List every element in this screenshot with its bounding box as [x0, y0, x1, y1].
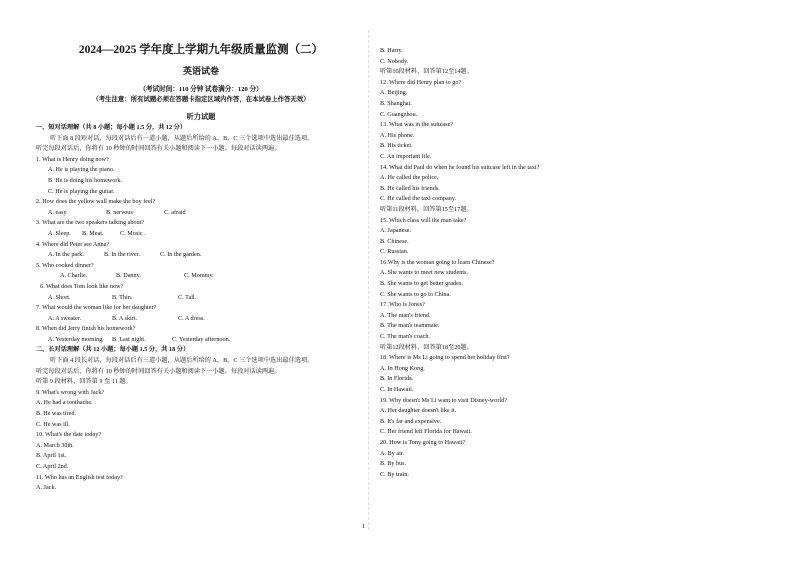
options-row	[36, 314, 366, 325]
question-stem: 12. Where did Henry plan to go?	[380, 78, 462, 86]
question-stem: 15. Which class will the man take?	[380, 216, 467, 224]
option-c: C. Mommy.	[184, 272, 214, 280]
question-11	[36, 473, 366, 494]
question-14	[380, 163, 760, 205]
question-4	[36, 240, 366, 261]
options-row	[36, 250, 366, 261]
option-b: B. A skirt.	[112, 314, 138, 322]
option-a: A. Jack.	[36, 484, 57, 492]
option-a: A. A sweater.	[48, 314, 81, 322]
option-c: C. Music .	[120, 229, 146, 237]
question-stem: 14. What did Paul do when he found his suitcase left in the taxi?	[380, 163, 540, 171]
option-a: A. Short.	[48, 293, 71, 301]
option-b: B. Shanghai.	[380, 99, 412, 107]
part1-title: 一、短对话理解（共 8 小题；每小题 1.5 分，共 12 分）	[36, 124, 187, 131]
exam-title: 2024—2025 学年度上学期九年级质量监测（二）	[78, 44, 324, 56]
question-stem: 16.Why is the woman going to learn Chinese?	[380, 258, 495, 266]
part1-instruction-2: 听完每段对话后，你将有 10 秒钟的时间回答有关小题和阅读下一小题。每段对话读两遍。	[36, 145, 281, 153]
question-7	[36, 303, 366, 324]
option-c: C. Nobody.	[380, 57, 409, 65]
option-c: C. She wants to go to China.	[380, 290, 451, 298]
question-15	[380, 216, 760, 258]
option-a: A. The man's friend.	[380, 311, 431, 319]
listening-heading: 听力试题	[186, 113, 216, 121]
question-stem: 6. What does Tom look like now?	[40, 282, 124, 290]
option-b: B. Harry.	[380, 47, 403, 54]
option-b: B. It's far and expensive.	[380, 417, 442, 425]
option-a: A. Yesterday morning.	[48, 335, 104, 343]
option-b: B. Last night.	[112, 335, 146, 343]
option-a: A. Charlie.	[60, 272, 88, 280]
question-stem: 18. Where is Ms Li going to spend her holiday first?	[380, 354, 510, 362]
option-c: C. By train.	[380, 470, 409, 478]
question-stem: 13. What was in the suitcase?	[380, 121, 454, 129]
option-c: C. He was ill.	[36, 420, 70, 428]
option-b: B. In the river.	[104, 251, 140, 259]
option-b: B. Thin.	[112, 293, 133, 301]
part2-instruction-2: 听完每段对话后，你将有 10 秒钟的时间回答有关小题和阅读下一小题。每段对话读两遍。	[36, 367, 281, 375]
option-a: A. She wants to meet new students.	[380, 269, 468, 277]
option-b: B. Chinese.	[380, 237, 409, 245]
segment-11-instruction: 听第11段材料，回答第15至17题。	[380, 205, 473, 213]
question-5	[36, 261, 366, 282]
option-c: C. He called the taxi company.	[380, 195, 457, 203]
option-c: C. A dress.	[178, 314, 205, 322]
option-b: B. The man's teammate.	[380, 322, 440, 330]
part1-instruction-1: 听下面 8 段短对话，每段对话后有一道小题，从题后所给的 A、B、C 三个选项中选出最佳选项。	[50, 134, 314, 142]
option-a: A. Beijing.	[380, 89, 408, 97]
column-divider	[368, 30, 369, 530]
option-b: B. Danny.	[116, 272, 141, 280]
option-c: C. April 2nd.	[36, 463, 69, 470]
exam-notice: （考生注意：所有试题必须在答题卡指定区域内作答，在本试卷上作答无效）	[92, 96, 310, 103]
option-a: A. Japanese.	[380, 227, 412, 235]
option-a: A. March 30th.	[36, 441, 74, 449]
question-10	[36, 430, 366, 472]
question-stem: 3. What are the two speakers talking about?	[36, 219, 145, 227]
option-b: B. By bus.	[380, 460, 407, 468]
option-a: A. He called the police.	[380, 174, 439, 182]
question-16	[380, 258, 760, 300]
option-b: B. He called his friends.	[380, 184, 440, 192]
question-stem: 8. When did Jerry finish his homework?	[36, 325, 136, 333]
option-b: B. His ticket.	[380, 142, 413, 150]
option-a: A. His phone.	[380, 131, 415, 139]
option-a: A. Sleep.	[48, 229, 71, 237]
option-b: B. In Florida.	[380, 375, 414, 383]
question-stem: 4. Where did Peter see Anna?	[36, 240, 110, 248]
part2-instruction-1: 听下面 4 段长对话，每段对话后有三道小题，从题后所给的 A、B、C 三个选项中选出最佳选项。	[50, 357, 314, 365]
question-3	[36, 218, 366, 239]
option-b: B. Meat.	[82, 229, 104, 237]
option-a: A. By air.	[380, 449, 405, 457]
question-stem: 11. Who has an English test today?	[36, 473, 123, 481]
question-6	[36, 282, 366, 303]
segment-10-instruction: 听第10段材料，回答第12至14题。	[380, 68, 473, 76]
option-a: A. easy	[48, 208, 67, 216]
options-row	[36, 208, 366, 219]
option-b: B. nervous	[106, 208, 133, 216]
option-b: B. She wants to get better grades.	[380, 280, 463, 288]
question-1	[36, 155, 366, 197]
exam-subtitle: 英语试卷	[182, 66, 219, 76]
question-stem: 7. What would the woman like for her daughter?	[36, 304, 157, 312]
question-stem: 9. What's wrong with Jack?	[36, 388, 105, 396]
option-c: C. In Hawaii.	[380, 386, 414, 393]
option-c: C. Guangzhou.	[380, 110, 418, 118]
question-2	[36, 197, 366, 218]
exam-time-score: （考试时间：110 分钟 试卷满分：120 分）	[139, 86, 263, 93]
options-row	[36, 229, 366, 240]
segment-12-instruction: 听第12段材料，回答第18至20题。	[380, 343, 473, 351]
options-row	[36, 271, 366, 282]
left-column	[36, 38, 366, 494]
option-c: C. afraid	[164, 208, 186, 216]
options-row	[36, 335, 366, 346]
option-b: B. He was tired.	[36, 410, 77, 418]
option-c: C. In the garden.	[160, 251, 202, 259]
option-a: A. He had a toothache.	[36, 399, 93, 407]
question-stem: 1. What is Henry doing now?	[36, 155, 109, 163]
page-number: 1	[362, 523, 366, 530]
option-a: A. In the park.	[48, 251, 84, 259]
option-a: A. Her daughter doesn't like it.	[380, 407, 457, 415]
option-c: C. The man's coach.	[380, 333, 430, 341]
part2-instruction-3: 听第 9 段材料，回答第 9 至 11 题。	[36, 378, 132, 386]
question-8	[36, 324, 366, 345]
option-c: C. Yesterday afternoon.	[172, 335, 231, 343]
question-12	[380, 78, 760, 120]
option-a: A. He is playing the piano.	[48, 166, 115, 174]
option-c: C. An important file.	[380, 152, 432, 160]
question-19	[380, 396, 760, 438]
option-c: C. Her friend left Florida for Hawaii.	[380, 428, 472, 436]
option-b: B. April 1st.	[36, 452, 67, 460]
question-stem: 19. Why doesn't Ms Li want to visit Disney-world?	[380, 396, 507, 404]
question-stem: 20. How is Tony going to Hawaii?	[380, 438, 466, 446]
question-18	[380, 353, 760, 395]
part2-title: 二、长对话理解（共 12 小题；每小题 1.5 分，共 18 分）	[36, 346, 190, 354]
right-column	[380, 46, 760, 480]
option-b: B. He is doing his homework.	[48, 176, 123, 184]
question-stem: 2. How does the yellow wall make the boy feel?	[36, 198, 156, 206]
option-c: C. He is playing the guitar.	[48, 187, 115, 195]
question-stem: 5. Who cooked dinner?	[36, 261, 94, 269]
option-c: C. Russian.	[380, 248, 409, 256]
question-stem: 10. What's the date today?	[36, 431, 102, 439]
question-9	[36, 388, 366, 430]
option-a: A. In Hong Kong.	[380, 364, 425, 372]
question-13	[380, 120, 760, 162]
question-stem: 17. Who is Jones?	[380, 301, 425, 309]
options-row	[36, 293, 366, 304]
question-17	[380, 300, 760, 342]
question-20	[380, 438, 760, 480]
option-c: C. Tall.	[178, 293, 197, 301]
